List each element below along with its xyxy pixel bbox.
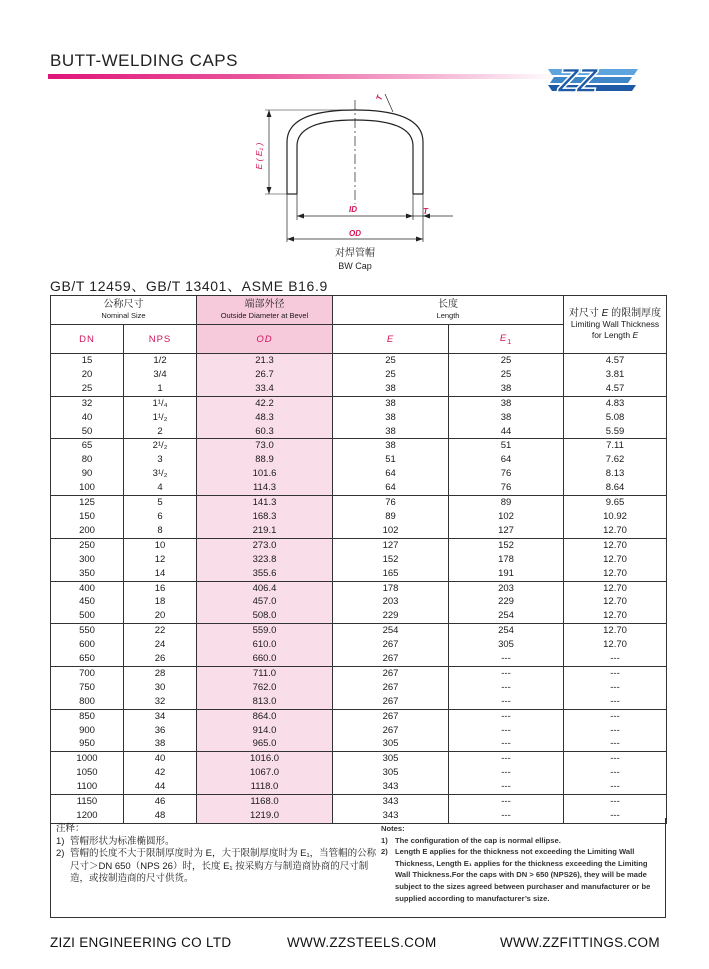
nps-cell: 1/2 <box>124 354 197 368</box>
e1-cell: --- <box>449 681 564 695</box>
e1-cell: 44 <box>449 425 564 439</box>
e1-cell: 254 <box>449 609 564 623</box>
limit-cell: --- <box>564 809 667 823</box>
e1-cell: 25 <box>449 368 564 382</box>
dn-cell: 350 <box>51 567 124 581</box>
standards-line: GB/T 12459、GB/T 13401、ASME B16.9 <box>50 278 328 294</box>
table-row <box>51 538 667 552</box>
nps-cell: 12 <box>124 553 197 567</box>
table-row <box>51 624 667 638</box>
od-cell: 355.6 <box>197 567 333 581</box>
e1-cell: --- <box>449 766 564 780</box>
nps-cell: 28 <box>124 666 197 680</box>
e-cell: 267 <box>333 724 449 738</box>
limit-cell: 7.62 <box>564 453 667 467</box>
e1-cell: --- <box>449 795 564 809</box>
limit-cell: --- <box>564 780 667 794</box>
dn-cell: 150 <box>51 510 124 524</box>
table-row <box>51 681 667 695</box>
e-header: E <box>333 325 449 354</box>
table-row <box>51 595 667 609</box>
od-cell: 1168.0 <box>197 795 333 809</box>
e1-cell: --- <box>449 780 564 794</box>
od-cell: 141.3 <box>197 496 333 510</box>
limit-cell: 12.70 <box>564 595 667 609</box>
e-cell: 152 <box>333 553 449 567</box>
nps-cell: 1¹/₄ <box>124 396 197 410</box>
limit-cell: 4.57 <box>564 354 667 368</box>
dn-cell: 1200 <box>51 809 124 823</box>
nps-cell: 24 <box>124 638 197 652</box>
note-item: 2) 管帽的长度不大于限制厚度时为 E，大于限制厚度时为 E₁，当管帽的公称尺寸＞DN 650（NPS 26）时，长度 E₁ 按采购方与制造商协商的尺寸制造，或按制造商的尺寸供货。 <box>56 848 377 884</box>
e-cell: 51 <box>333 453 449 467</box>
nps-cell: 42 <box>124 766 197 780</box>
e-cell: 267 <box>333 666 449 680</box>
table-row <box>51 396 667 410</box>
e1-cell: 127 <box>449 524 564 538</box>
e-cell: 267 <box>333 709 449 723</box>
dn-cell: 50 <box>51 425 124 439</box>
limit-cell: --- <box>564 724 667 738</box>
e1-cell: --- <box>449 752 564 766</box>
od-cell: 101.6 <box>197 467 333 481</box>
note-item: 2) Length E applies for the thickness not exceeding the Limiting Wall Thickness, Length E₁ applies for the thickness exceeding the Limiting Wall Thickness.For the caps with DN > 650 (NPS26), they will be made subject to the sizes agreed between purchaser and manufacturer or be supplied according to manufacturer’s size. <box>381 847 651 903</box>
svg-text:对焊管帽: 对焊管帽 <box>335 248 375 259</box>
limit-cell: 12.70 <box>564 581 667 595</box>
table-row <box>51 780 667 794</box>
nps-cell: 6 <box>124 510 197 524</box>
e-cell: 102 <box>333 524 449 538</box>
table-row <box>51 411 667 425</box>
od-cell: 168.3 <box>197 510 333 524</box>
limit-cell: 8.13 <box>564 467 667 481</box>
nps-header: NPS <box>124 325 197 354</box>
note-item: 1) The configuration of the cap is normal ellipse. <box>381 835 561 845</box>
dn-cell: 1150 <box>51 795 124 809</box>
limit-cell: 5.08 <box>564 411 667 425</box>
table-row <box>51 382 667 396</box>
dn-cell: 800 <box>51 695 124 709</box>
table-row <box>51 481 667 495</box>
table-row <box>51 638 667 652</box>
limit-cell: --- <box>564 737 667 751</box>
od-cell: 73.0 <box>197 439 333 453</box>
od-cell: 26.7 <box>197 368 333 382</box>
nps-cell: 10 <box>124 538 197 552</box>
dn-cell: 1050 <box>51 766 124 780</box>
e-cell: 64 <box>333 481 449 495</box>
table-row <box>51 425 667 439</box>
nps-cell: 4 <box>124 481 197 495</box>
nps-cell: 36 <box>124 724 197 738</box>
od-cell: 1219.0 <box>197 809 333 823</box>
footer-link-fittings[interactable]: WWW.ZZFITTINGS.COM <box>500 935 660 950</box>
e-dimension-label: E ( E₁ ) <box>254 142 264 170</box>
nps-cell: 34 <box>124 709 197 723</box>
dn-cell: 25 <box>51 382 124 396</box>
table-row <box>51 795 667 809</box>
table-row <box>51 737 667 751</box>
dn-cell: 500 <box>51 609 124 623</box>
table-row <box>51 453 667 467</box>
nps-cell: 3 <box>124 453 197 467</box>
od-cell: 48.3 <box>197 411 333 425</box>
e1-cell: 51 <box>449 439 564 453</box>
dn-cell: 40 <box>51 411 124 425</box>
svg-text:T: T <box>423 207 428 216</box>
table-row <box>51 510 667 524</box>
e1-cell: 254 <box>449 624 564 638</box>
od-cell: 711.0 <box>197 666 333 680</box>
e-cell: 38 <box>333 439 449 453</box>
e1-cell: --- <box>449 652 564 666</box>
od-header: 端部外径 Outside Diameter at Bevel <box>197 296 333 325</box>
e-cell: 305 <box>333 737 449 751</box>
dn-cell: 750 <box>51 681 124 695</box>
length-header: 长度 Length <box>333 296 564 325</box>
nps-cell: 5 <box>124 496 197 510</box>
limit-cell: 4.83 <box>564 396 667 410</box>
od-cell: 813.0 <box>197 695 333 709</box>
nps-cell: 22 <box>124 624 197 638</box>
nps-cell: 44 <box>124 780 197 794</box>
limit-cell: 12.70 <box>564 567 667 581</box>
table-row <box>51 496 667 510</box>
nps-cell: 2 <box>124 425 197 439</box>
e-cell: 127 <box>333 538 449 552</box>
e-cell: 343 <box>333 780 449 794</box>
e1-cell: 89 <box>449 496 564 510</box>
footer-company: ZIZI ENGINEERING CO LTD <box>50 935 232 950</box>
e-cell: 267 <box>333 681 449 695</box>
nps-cell: 16 <box>124 581 197 595</box>
dn-cell: 15 <box>51 354 124 368</box>
nps-cell: 8 <box>124 524 197 538</box>
nps-cell: 1¹/₂ <box>124 411 197 425</box>
table-row <box>51 709 667 723</box>
e1-cell: 305 <box>449 638 564 652</box>
limit-cell: 12.70 <box>564 624 667 638</box>
svg-text:T: T <box>374 94 385 102</box>
od-cell: 88.9 <box>197 453 333 467</box>
limit-cell: --- <box>564 652 667 666</box>
od-cell: 762.0 <box>197 681 333 695</box>
od-cell: 60.3 <box>197 425 333 439</box>
dn-cell: 20 <box>51 368 124 382</box>
od-cell: 21.3 <box>197 354 333 368</box>
title-accent-bar <box>48 74 558 79</box>
table-row <box>51 766 667 780</box>
limit-cell: 12.70 <box>564 553 667 567</box>
e-cell: 178 <box>333 581 449 595</box>
table-row <box>51 439 667 453</box>
limit-cell: 3.81 <box>564 368 667 382</box>
e1-cell: 191 <box>449 567 564 581</box>
limit-cell: --- <box>564 695 667 709</box>
od-cell: 610.0 <box>197 638 333 652</box>
dn-cell: 80 <box>51 453 124 467</box>
dn-cell: 100 <box>51 481 124 495</box>
dn-cell: 300 <box>51 553 124 567</box>
footer-link-steels[interactable]: WWW.ZZSTEELS.COM <box>287 935 437 950</box>
nps-cell: 3¹/₂ <box>124 467 197 481</box>
table-row <box>51 652 667 666</box>
table-row <box>51 752 667 766</box>
e1-cell: 102 <box>449 510 564 524</box>
e-cell: 38 <box>333 382 449 396</box>
dn-cell: 1100 <box>51 780 124 794</box>
e-cell: 229 <box>333 609 449 623</box>
limit-cell: --- <box>564 752 667 766</box>
limit-cell: 7.11 <box>564 439 667 453</box>
e-cell: 267 <box>333 695 449 709</box>
od-cell: 508.0 <box>197 609 333 623</box>
e1-cell: --- <box>449 666 564 680</box>
nps-cell: 18 <box>124 595 197 609</box>
limit-cell: --- <box>564 709 667 723</box>
limit-cell: 5.59 <box>564 425 667 439</box>
dn-cell: 600 <box>51 638 124 652</box>
limit-cell: 9.65 <box>564 496 667 510</box>
table-row <box>51 368 667 382</box>
nps-cell: 48 <box>124 809 197 823</box>
dn-cell: 900 <box>51 724 124 738</box>
e-cell: 89 <box>333 510 449 524</box>
svg-text:OD: OD <box>349 229 361 238</box>
e1-cell: 64 <box>449 453 564 467</box>
table-row <box>51 567 667 581</box>
e-cell: 343 <box>333 809 449 823</box>
od-cell: 457.0 <box>197 595 333 609</box>
limit-cell: 12.70 <box>564 524 667 538</box>
od-cell: 1067.0 <box>197 766 333 780</box>
limit-cell: 8.64 <box>564 481 667 495</box>
nps-cell: 32 <box>124 695 197 709</box>
dn-cell: 700 <box>51 666 124 680</box>
od-cell: 1118.0 <box>197 780 333 794</box>
e1-cell: --- <box>449 809 564 823</box>
table-row <box>51 524 667 538</box>
e1-cell: 229 <box>449 595 564 609</box>
dn-cell: 90 <box>51 467 124 481</box>
limit-cell: 12.70 <box>564 609 667 623</box>
limit-cell: 12.70 <box>564 638 667 652</box>
bw-cap-drawing <box>235 92 475 274</box>
dimensions-table <box>50 295 666 824</box>
od-cell: 660.0 <box>197 652 333 666</box>
e-cell: 38 <box>333 396 449 410</box>
table-row <box>51 724 667 738</box>
od-cell: 323.8 <box>197 553 333 567</box>
e-cell: 203 <box>333 595 449 609</box>
nps-cell: 3/4 <box>124 368 197 382</box>
dn-cell: 200 <box>51 524 124 538</box>
dn-cell: 400 <box>51 581 124 595</box>
e-cell: 254 <box>333 624 449 638</box>
nps-cell: 1 <box>124 382 197 396</box>
notes-box <box>50 818 666 918</box>
od-cell: 114.3 <box>197 481 333 495</box>
table-row <box>51 354 667 368</box>
dn-cell: 950 <box>51 737 124 751</box>
dn-cell: 125 <box>51 496 124 510</box>
e-cell: 305 <box>333 752 449 766</box>
note-item: 1) 管帽形状为标准椭圆形。 <box>56 835 175 847</box>
e-cell: 38 <box>333 411 449 425</box>
limit-cell: --- <box>564 795 667 809</box>
table-row <box>51 695 667 709</box>
e1-cell: 203 <box>449 581 564 595</box>
e1-header: $E_1$ <box>449 325 564 354</box>
e1-cell: 38 <box>449 411 564 425</box>
dn-cell: 32 <box>51 396 124 410</box>
nps-cell: 46 <box>124 795 197 809</box>
dn-cell: 650 <box>51 652 124 666</box>
company-logo <box>548 59 638 99</box>
nominal-size-header: 公称尺寸 Nominal Size <box>51 296 197 325</box>
e-cell: 305 <box>333 766 449 780</box>
e1-cell: 25 <box>449 354 564 368</box>
od-cell: 219.1 <box>197 524 333 538</box>
limit-cell: --- <box>564 766 667 780</box>
e1-cell: --- <box>449 695 564 709</box>
limit-cell: 10.92 <box>564 510 667 524</box>
dn-cell: 450 <box>51 595 124 609</box>
dn-cell: 550 <box>51 624 124 638</box>
e1-cell: 38 <box>449 396 564 410</box>
e-cell: 25 <box>333 354 449 368</box>
dn-header: DN <box>51 325 124 354</box>
dn-cell: 1000 <box>51 752 124 766</box>
limit-cell: 12.70 <box>564 538 667 552</box>
od-cell: 559.0 <box>197 624 333 638</box>
e1-cell: 38 <box>449 382 564 396</box>
table-row <box>51 553 667 567</box>
svg-text:ZZ: ZZ <box>558 62 596 99</box>
od-cell: 273.0 <box>197 538 333 552</box>
e1-cell: 76 <box>449 481 564 495</box>
dn-cell: 850 <box>51 709 124 723</box>
od-col-header: OD <box>197 325 333 354</box>
e-cell: 64 <box>333 467 449 481</box>
table-row <box>51 581 667 595</box>
limit-cell: --- <box>564 681 667 695</box>
nps-cell: 38 <box>124 737 197 751</box>
dn-cell: 65 <box>51 439 124 453</box>
limit-cell: --- <box>564 666 667 680</box>
e1-cell: 152 <box>449 538 564 552</box>
e-cell: 343 <box>333 795 449 809</box>
e-cell: 165 <box>333 567 449 581</box>
nps-cell: 26 <box>124 652 197 666</box>
e1-cell: 76 <box>449 467 564 481</box>
e1-cell: --- <box>449 724 564 738</box>
nps-cell: 40 <box>124 752 197 766</box>
e1-cell: --- <box>449 709 564 723</box>
e-cell: 25 <box>333 368 449 382</box>
nps-cell: 2¹/₂ <box>124 439 197 453</box>
svg-text:BW Cap: BW Cap <box>338 261 372 271</box>
e-cell: 267 <box>333 638 449 652</box>
table-row <box>51 467 667 481</box>
od-cell: 864.0 <box>197 709 333 723</box>
page-title: BUTT-WELDING CAPS <box>50 51 238 70</box>
od-cell: 1016.0 <box>197 752 333 766</box>
e-cell: 76 <box>333 496 449 510</box>
limit-cell: 4.57 <box>564 382 667 396</box>
od-cell: 965.0 <box>197 737 333 751</box>
table-row <box>51 666 667 680</box>
e1-cell: 178 <box>449 553 564 567</box>
e-cell: 38 <box>333 425 449 439</box>
nps-cell: 20 <box>124 609 197 623</box>
od-cell: 914.0 <box>197 724 333 738</box>
notes-chinese: 注释： 1) 管帽形状为标准椭圆形。 2) 管帽的长度不大于限制厚度时为 E，大于限制厚度时为 E₁，当管帽的公称尺寸＞DN 650（NPS 26）时，长度 E₁ 按采购方与制造商协商的尺寸制造，或按制造商的尺寸供货。 <box>56 823 381 886</box>
e-cell: 267 <box>333 652 449 666</box>
nps-cell: 14 <box>124 567 197 581</box>
od-cell: 42.2 <box>197 396 333 410</box>
table-row <box>51 609 667 623</box>
nps-cell: 30 <box>124 681 197 695</box>
e1-cell: --- <box>449 737 564 751</box>
od-cell: 406.4 <box>197 581 333 595</box>
notes-english: Notes: 1) The configuration of the cap is normal ellipse. 2) Length E applies for the thickness not exceeding the Limiting Wall Thickness, Length E₁ applies for the thickness exceeding the Limiting Wall Thickness.For the caps with DN > 650 (NPS26), they will be made subject to the sizes agreed between purchaser and manufacturer or be supplied according to manufacturer’s size. <box>381 823 661 904</box>
svg-text:ID: ID <box>349 205 357 214</box>
dn-cell: 250 <box>51 538 124 552</box>
od-cell: 33.4 <box>197 382 333 396</box>
limit-thickness-header: 对尺寸 E 的限制厚度 Limiting Wall Thickness for Length E <box>564 296 667 354</box>
